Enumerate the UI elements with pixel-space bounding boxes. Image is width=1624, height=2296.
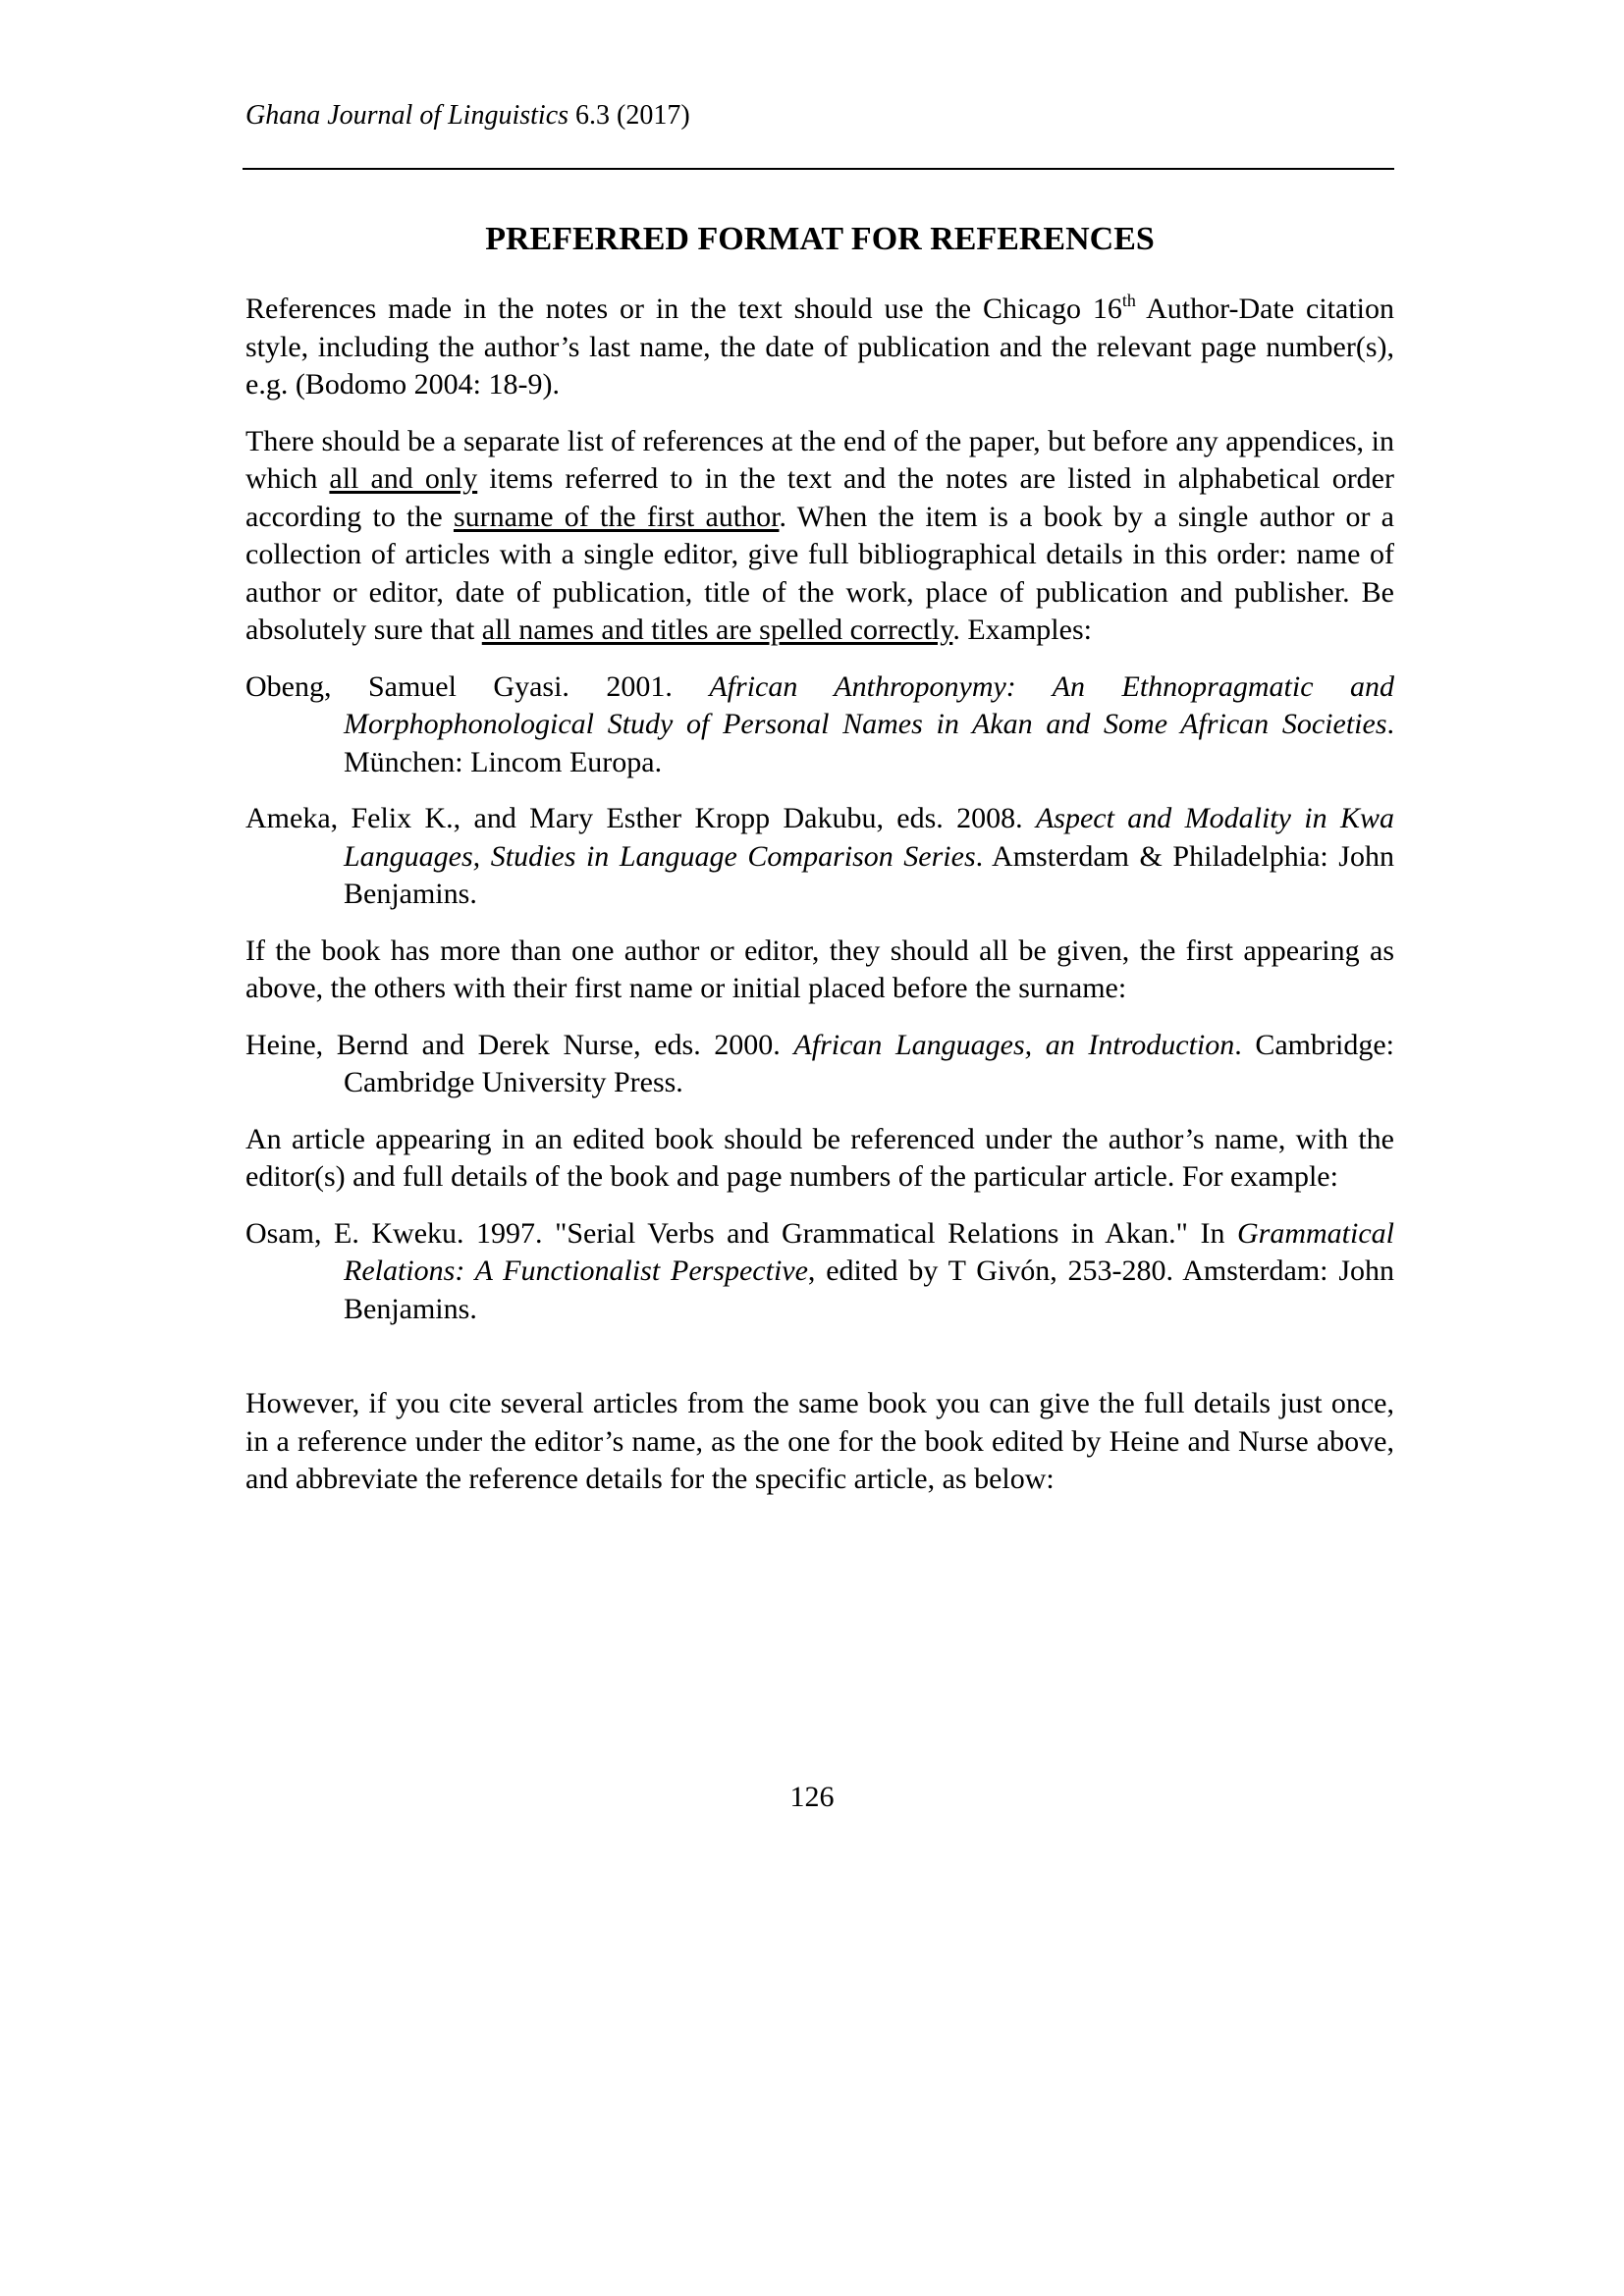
reference-publisher: , edited by T Givón, 253-280. Amsterdam: John Benjamins. <box>344 1255 1394 1325</box>
running-head <box>245 98 1394 133</box>
reference-title: African Languages, an Introduction <box>793 1028 1235 1061</box>
reference-title: Grammatical Relations: A Functionalist Perspective <box>344 1216 1394 1287</box>
paragraph-multiple-authors: If the book has more than one author or editor, they should all be given, the first appearing as above, the others with their first name or initial placed before the surname: <box>245 934 1394 1004</box>
paragraph-citation-style <box>245 291 1394 404</box>
paragraph-reference-list <box>245 423 1394 650</box>
journal-issue: 6.3 (2017) <box>575 100 690 131</box>
page-number: 126 <box>789 1781 835 1813</box>
reference-author-date: Osam, E. Kweku. 1997. "Serial Verbs and Grammatical Relations in Akan." In <box>245 1216 1237 1250</box>
text-run: items referred to in the text and the notes are listed in alphabetical order according to the <box>245 462 1394 533</box>
reference-entry-heine <box>245 1027 1394 1102</box>
underlined-text: surname of the first author <box>453 500 780 533</box>
reference-entry-obeng <box>245 668 1394 782</box>
text-run: References made in the notes or in the text should use the Chicago 16 <box>245 293 1122 325</box>
superscript: th <box>1121 291 1136 310</box>
text-run: There should be a separate list of references at the end of the paper, but before any appendices, in which <box>245 424 1394 495</box>
paragraph-edited-book: An article appearing in an edited book should be referenced under the author’s name, with the editor(s) and full details of the book and page numbers of the particular article. For example: <box>245 1122 1394 1193</box>
paragraph-several-articles: However, if you cite several articles from the same book you can give the full details just once, in a reference under the editor’s name, as the one for the book edited by Heine and Nurse above, and abbreviate the reference details for the specific article, as below: <box>245 1387 1394 1495</box>
header-rule <box>243 168 1394 170</box>
underlined-text: all names and titles are spelled correctly <box>481 614 953 646</box>
page-title: PREFERRED FORMAT FOR REFERENCES <box>485 221 1155 257</box>
journal-name: Ghana Journal of Linguistics <box>245 100 569 131</box>
reference-entry-ameka <box>245 800 1394 914</box>
text-run: . When the item is a book by a single author or a collection of articles with a single editor, give full bibliographical details in this order: name of author or editor, date of publication, title of the work, place of publication and publisher. Be absolutely sure that <box>245 500 1394 646</box>
reference-publisher: . München: Lincom Europa. <box>344 708 1394 778</box>
reference-publisher: . Amsterdam & Philadelphia: John Benjamins. <box>344 839 1394 910</box>
reference-author-date: Ameka, Felix K., and Mary Esther Kropp Dakubu, eds. 2008. <box>245 802 1036 834</box>
underlined-text: all and only <box>329 462 478 495</box>
text-run: . Examples: <box>952 614 1092 646</box>
reference-title: Aspect and Modality in Kwa Languages, Studies in Language Comparison Series <box>344 802 1394 873</box>
page-body <box>245 218 1394 1518</box>
reference-entry-osam <box>245 1215 1394 1329</box>
reference-publisher: . Cambridge: Cambridge University Press. <box>344 1028 1394 1098</box>
text-run: Author-Date citation style, including the author’s last name, the date of publication and the relevant page number(s), e.g. (Bodomo 2004: 18-9). <box>245 293 1395 400</box>
reference-title: African Anthroponymy: An Ethnopragmatic and Morphophonological Study of Personal Names in Akan and Some African Societies <box>344 669 1394 740</box>
reference-author-date: Obeng, Samuel Gyasi. 2001. <box>245 669 710 703</box>
reference-author-date: Heine, Bernd and Derek Nurse, eds. 2000. <box>245 1028 794 1061</box>
